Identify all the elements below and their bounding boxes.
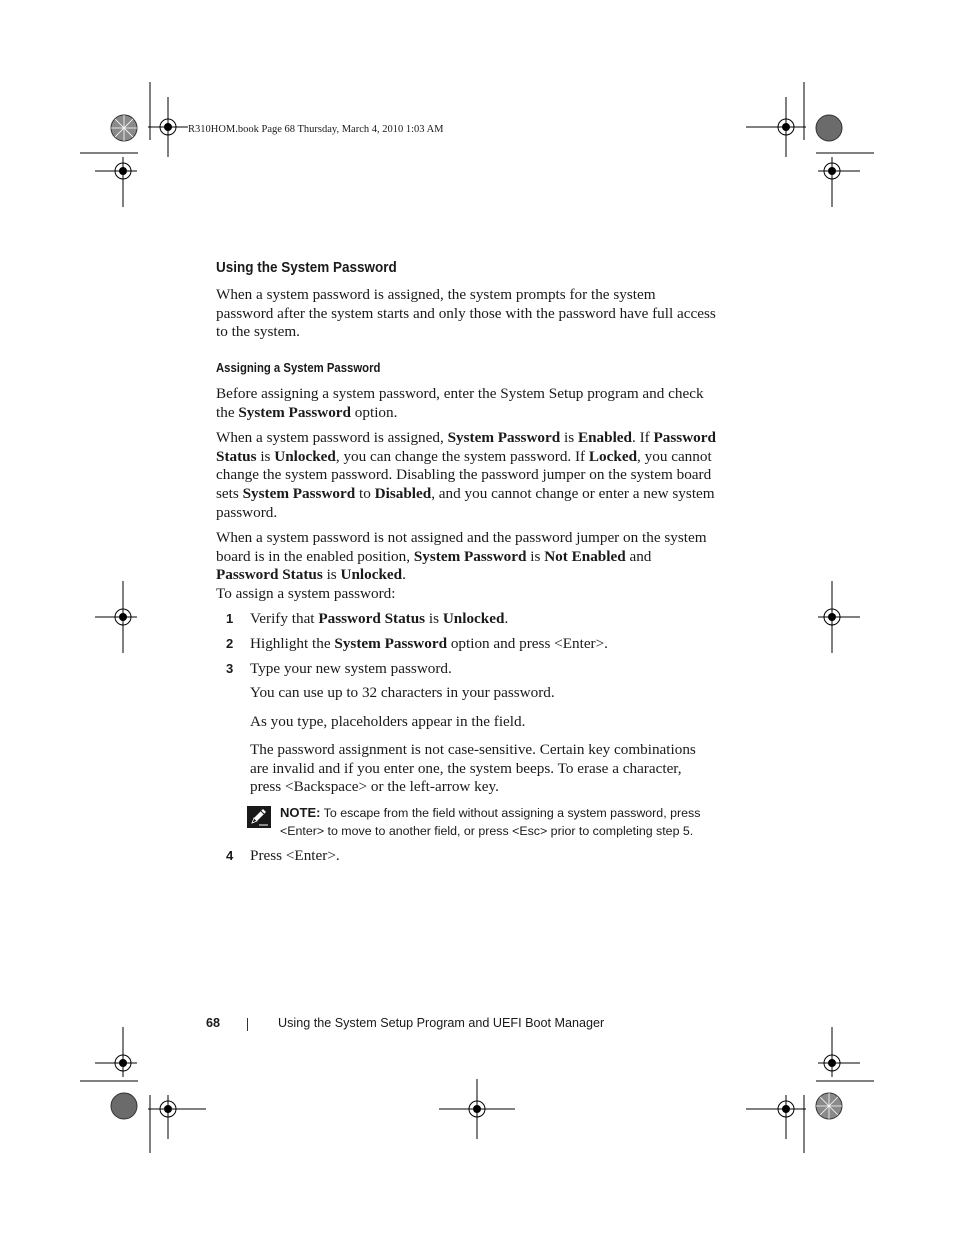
step-number: 3 bbox=[226, 661, 234, 676]
step-number: 1 bbox=[226, 611, 234, 626]
paragraph-1: Before assigning a system password, enter the System Setup program and check the System Password option. bbox=[216, 385, 704, 421]
intro-paragraph: When a system password is assigned, the system prompts for the system password after the system starts and only those with the password have full access to the system. bbox=[216, 286, 716, 341]
page-number: 68 bbox=[206, 1016, 221, 1030]
step-text: Press <Enter>. bbox=[250, 847, 340, 864]
step-3-detail-2: As you type, placeholders appear in the field. bbox=[250, 713, 526, 730]
step-text: Highlight the System Password option and press <Enter>. bbox=[250, 635, 608, 652]
step-number: 2 bbox=[226, 636, 234, 651]
note-label: NOTE: bbox=[280, 805, 321, 820]
step-text: Verify that Password Status is Unlocked. bbox=[250, 610, 509, 627]
note-text: NOTE: To escape from the field without assigning a system password, press <Enter> to move to another field, or press <Esc> prior to completing step 5. bbox=[280, 805, 701, 838]
section-title: Using the System Password bbox=[216, 259, 397, 276]
paragraph-3: When a system password is not assigned and the password jumper on the system board is in the enabled position, System Password is Not Enabled and Password Status is Unlocked. bbox=[216, 529, 707, 584]
footer-divider bbox=[247, 1018, 248, 1031]
step-3-detail-1: You can use up to 32 characters in your password. bbox=[250, 684, 555, 701]
paragraph-2: When a system password is assigned, System Password is Enabled. If Password Status is Unlocked, you can change the system password. If Locked, you cannot change the system password. Disabling the password jumper on the system board sets System Password to Disabled, and you cannot change or enter a new system password. bbox=[216, 429, 716, 521]
footer-chapter-title: Using the System Setup Program and UEFI Boot Manager bbox=[278, 1016, 605, 1030]
step-text: Type your new system password. bbox=[250, 660, 452, 677]
step-3-detail-3: The password assignment is not case-sensitive. Certain key combinations are invalid and if you enter one, the system beeps. To erase a character, press <Backspace> or the left-arrow key. bbox=[250, 741, 696, 796]
print-slug: R310HOM.book Page 68 Thursday, March 4, 2010 1:03 AM bbox=[188, 124, 444, 135]
subsection-title: Assigning a System Password bbox=[216, 361, 381, 375]
to-assign-line: To assign a system password: bbox=[216, 585, 396, 602]
pencil-note-icon bbox=[247, 806, 271, 828]
step-number: 4 bbox=[226, 848, 234, 863]
